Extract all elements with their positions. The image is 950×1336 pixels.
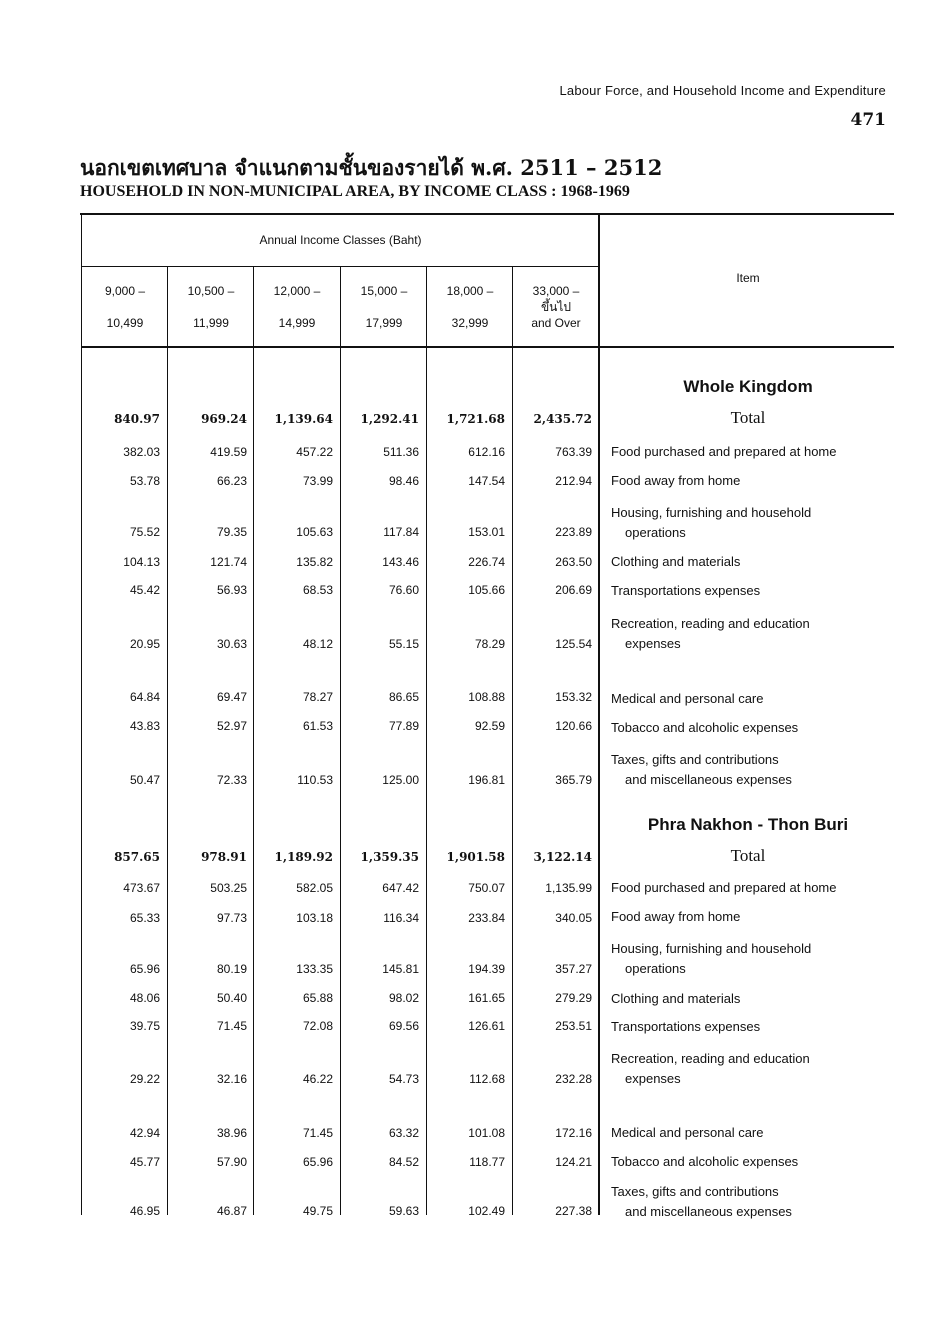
cell-value: 98.02 <box>388 991 419 1005</box>
item-label-line: Clothing and materials <box>611 991 741 1006</box>
item-label <box>611 503 811 543</box>
income-class-column-header <box>341 283 427 331</box>
cell-value: 153.01 <box>468 525 505 539</box>
total-label: Total <box>730 408 766 427</box>
total-value: 857.65 <box>114 850 160 864</box>
cell-value: 112.68 <box>469 1072 505 1086</box>
total-value: 3,122.14 <box>533 850 592 864</box>
income-class-thai <box>168 299 254 315</box>
item-label-line: operations <box>625 525 686 540</box>
cell-value: 194.39 <box>468 962 505 976</box>
cell-value: 79.35 <box>216 525 247 539</box>
cell-value: 65.88 <box>302 991 333 1005</box>
total-value: 840.97 <box>114 412 160 426</box>
cell-value: 382.03 <box>123 445 160 459</box>
column-rule <box>426 267 427 1215</box>
cell-value: 80.19 <box>216 962 247 976</box>
page-number: 471 <box>850 110 886 130</box>
income-class-to: 10,499 <box>106 316 144 330</box>
cell-value: 43.83 <box>129 719 160 733</box>
cell-value: 419.59 <box>210 445 247 459</box>
cell-value: 105.63 <box>296 525 333 539</box>
item-label <box>611 718 798 738</box>
cell-value: 279.29 <box>555 991 592 1005</box>
cell-value: 102.49 <box>468 1204 505 1218</box>
cell-value: 1,135.99 <box>545 881 592 895</box>
cell-value: 54.73 <box>388 1072 419 1086</box>
income-class-column-header <box>427 283 513 331</box>
cell-value: 108.88 <box>468 690 505 704</box>
cell-value: 73.99 <box>302 474 333 488</box>
income-class-thai <box>341 299 427 315</box>
income-class-column-header <box>168 283 254 331</box>
income-class-to: and Over <box>531 316 581 330</box>
cell-value: 59.63 <box>388 1204 419 1218</box>
cell-value: 612.16 <box>468 445 505 459</box>
cell-value: 120.66 <box>555 719 592 733</box>
cell-value: 29.22 <box>129 1072 160 1086</box>
cell-value: 101.08 <box>468 1126 505 1140</box>
cell-value: 233.84 <box>468 911 505 925</box>
item-label-line: Medical and personal care <box>611 1125 764 1140</box>
total-value: 978.91 <box>201 850 247 864</box>
cell-value: 212.94 <box>555 474 592 488</box>
cell-value: 46.22 <box>302 1072 333 1086</box>
total-value: 969.24 <box>201 412 247 426</box>
income-class-column-header <box>254 283 340 331</box>
item-label-line: and miscellaneous expenses <box>625 1204 792 1219</box>
cell-value: 66.23 <box>216 474 247 488</box>
cell-value: 57.90 <box>216 1155 247 1169</box>
item-label <box>611 907 740 927</box>
item-label-line: Clothing and materials <box>611 554 741 569</box>
item-label-line: expenses <box>625 1071 681 1086</box>
item-label <box>611 750 792 790</box>
cell-value: 103.18 <box>296 911 333 925</box>
total-value: 1,292.41 <box>360 412 419 426</box>
cell-value: 20.95 <box>129 637 160 651</box>
cell-value: 473.67 <box>123 881 160 895</box>
income-class-thai <box>427 299 513 315</box>
cell-value: 65.33 <box>129 911 160 925</box>
title-thai: นอกเขตเทศบาล จำแนกตามชั้นของรายได้ พ.ศ. 2511 – 2512 <box>80 155 663 180</box>
cell-value: 126.61 <box>468 1019 505 1033</box>
cell-value: 48.12 <box>302 637 333 651</box>
cell-value: 39.75 <box>129 1019 160 1033</box>
item-column-rule <box>598 215 600 1215</box>
item-label-line: and miscellaneous expenses <box>625 772 792 787</box>
cell-value: 206.69 <box>555 583 592 597</box>
cell-value: 61.53 <box>302 719 333 733</box>
cell-value: 71.45 <box>302 1126 333 1140</box>
item-label-line: Taxes, gifts and contributions <box>611 1184 779 1199</box>
cell-value: 72.33 <box>216 773 247 787</box>
cell-value: 65.96 <box>129 962 160 976</box>
column-rule <box>253 267 254 1215</box>
item-label-line: Transportations expenses <box>611 583 761 598</box>
total-value: 2,435.72 <box>533 412 592 426</box>
section-title: Whole Kingdom <box>683 377 813 396</box>
total-value: 1,721.68 <box>446 412 505 426</box>
cell-value: 38.96 <box>216 1126 247 1140</box>
total-label: Total <box>730 846 766 865</box>
cell-value: 118.77 <box>469 1155 505 1169</box>
income-class-to: 32,999 <box>451 316 489 330</box>
cell-value: 55.15 <box>388 637 419 651</box>
cell-value: 76.60 <box>388 583 419 597</box>
item-label-line: Housing, furnishing and household <box>611 941 812 956</box>
item-label-line: Recreation, reading and education <box>611 1051 810 1066</box>
cell-value: 42.94 <box>129 1126 160 1140</box>
header-bottom-rule <box>82 346 894 348</box>
income-class-from: 10,500 – <box>187 284 235 298</box>
cell-value: 133.35 <box>296 962 333 976</box>
item-label-line: Food away from home <box>611 473 741 488</box>
cell-value: 77.89 <box>388 719 419 733</box>
income-class-thai: ขึ้นไป <box>540 300 572 314</box>
item-label <box>611 552 740 572</box>
cell-value: 86.65 <box>388 690 419 704</box>
top-rule <box>80 213 894 215</box>
item-label <box>611 689 763 709</box>
cell-value: 72.08 <box>302 1019 333 1033</box>
cell-value: 223.89 <box>555 525 592 539</box>
cell-value: 232.28 <box>555 1072 592 1086</box>
cell-value: 263.50 <box>555 555 592 569</box>
cell-value: 50.40 <box>216 991 247 1005</box>
cell-value: 135.82 <box>296 555 333 569</box>
item-label <box>611 878 837 898</box>
cell-value: 647.42 <box>382 881 419 895</box>
income-class-from: 18,000 – <box>446 284 494 298</box>
cell-value: 78.27 <box>302 690 333 704</box>
cell-value: 145.81 <box>382 962 419 976</box>
cell-value: 227.38 <box>555 1204 592 1218</box>
total-value: 1,189.92 <box>274 850 333 864</box>
cell-value: 116.34 <box>383 911 419 925</box>
column-rule <box>340 267 341 1215</box>
cell-value: 63.32 <box>388 1126 419 1140</box>
cell-value: 511.36 <box>383 445 419 459</box>
item-label-line: expenses <box>625 636 681 651</box>
item-label <box>611 1182 792 1222</box>
running-head: Labour Force, and Household Income and Expenditure <box>559 83 886 98</box>
cell-value: 68.53 <box>302 583 333 597</box>
cell-value: 49.75 <box>302 1204 333 1218</box>
cell-value: 50.47 <box>129 773 160 787</box>
cell-value: 125.00 <box>382 773 419 787</box>
cell-value: 582.05 <box>296 881 333 895</box>
cell-value: 69.47 <box>216 690 247 704</box>
item-label <box>611 581 760 601</box>
cell-value: 340.05 <box>555 911 592 925</box>
cell-value: 105.66 <box>468 583 505 597</box>
income-class-column-header <box>513 283 599 331</box>
cell-value: 69.56 <box>388 1019 419 1033</box>
total-value: 1,901.58 <box>446 850 505 864</box>
income-class-from: 15,000 – <box>360 284 408 298</box>
cell-value: 196.81 <box>468 773 505 787</box>
item-header: Item <box>736 271 760 285</box>
cell-value: 110.53 <box>297 773 333 787</box>
income-class-column-header <box>82 283 168 331</box>
cell-value: 457.22 <box>296 445 333 459</box>
income-class-thai <box>254 299 340 315</box>
income-class-to: 17,999 <box>365 316 403 330</box>
cell-value: 98.46 <box>388 474 419 488</box>
cell-value: 30.63 <box>216 637 247 651</box>
income-classes-header: Annual Income Classes (Baht) <box>259 233 422 247</box>
item-label-line: Transportations expenses <box>611 1019 761 1034</box>
item-label-line: Tobacco and alcoholic expenses <box>611 720 799 735</box>
cell-value: 750.07 <box>468 881 505 895</box>
cell-value: 64.84 <box>129 690 160 704</box>
cell-value: 84.52 <box>388 1155 419 1169</box>
cell-value: 32.16 <box>216 1072 247 1086</box>
cell-value: 143.46 <box>382 555 419 569</box>
cell-value: 124.21 <box>555 1155 592 1169</box>
column-rule <box>167 267 168 1215</box>
column-rule <box>512 267 513 1215</box>
cell-value: 46.95 <box>129 1204 160 1218</box>
income-class-to: 11,999 <box>193 316 229 330</box>
cell-value: 125.54 <box>555 637 592 651</box>
cell-value: 45.42 <box>129 583 160 597</box>
cell-value: 56.93 <box>216 583 247 597</box>
income-class-thai <box>82 299 168 315</box>
cell-value: 65.96 <box>302 1155 333 1169</box>
total-value: 1,359.35 <box>360 850 419 864</box>
cell-value: 104.13 <box>123 555 160 569</box>
item-label <box>611 989 740 1009</box>
income-class-from: 9,000 – <box>104 284 146 298</box>
item-label-line: Food away from home <box>611 909 741 924</box>
cell-value: 172.16 <box>555 1126 592 1140</box>
item-label-line: Food purchased and prepared at home <box>611 880 837 895</box>
item-label-line: Recreation, reading and education <box>611 616 810 631</box>
item-label-line: Food purchased and prepared at home <box>611 444 837 459</box>
cell-value: 53.78 <box>129 474 160 488</box>
item-label <box>611 614 810 654</box>
cell-value: 763.39 <box>555 445 592 459</box>
cell-value: 147.54 <box>468 474 505 488</box>
cell-value: 75.52 <box>129 525 160 539</box>
cell-value: 78.29 <box>474 637 505 651</box>
item-label <box>611 1152 798 1172</box>
item-label-line: operations <box>625 961 686 976</box>
item-label <box>611 1123 763 1143</box>
cell-value: 52.97 <box>216 719 247 733</box>
income-class-from: 12,000 – <box>273 284 321 298</box>
title-english: HOUSEHOLD IN NON-MUNICIPAL AREA, BY INCOME CLASS : 1968-1969 <box>80 183 630 200</box>
section-title: Phra Nakhon - Thon Buri <box>647 815 849 834</box>
cell-value: 503.25 <box>210 881 247 895</box>
cell-value: 97.73 <box>216 911 247 925</box>
cell-value: 161.65 <box>468 991 505 1005</box>
item-label-line: Taxes, gifts and contributions <box>611 752 779 767</box>
cell-value: 153.32 <box>555 690 592 704</box>
cell-value: 92.59 <box>474 719 505 733</box>
item-label-line: Medical and personal care <box>611 691 764 706</box>
left-rule <box>81 215 82 1215</box>
cell-value: 253.51 <box>555 1019 592 1033</box>
item-label <box>611 1017 760 1037</box>
item-label-line: Tobacco and alcoholic expenses <box>611 1154 799 1169</box>
income-class-to: 14,999 <box>278 316 316 330</box>
item-label <box>611 1049 810 1089</box>
cell-value: 46.87 <box>216 1204 247 1218</box>
item-label <box>611 939 811 979</box>
cell-value: 117.84 <box>383 525 419 539</box>
income-class-from: 33,000 – <box>532 284 580 298</box>
item-label <box>611 471 740 491</box>
cell-value: 365.79 <box>555 773 592 787</box>
total-value: 1,139.64 <box>274 412 333 426</box>
cell-value: 226.74 <box>468 555 505 569</box>
item-label-line: Housing, furnishing and household <box>611 505 812 520</box>
cell-value: 121.74 <box>210 555 247 569</box>
cell-value: 45.77 <box>129 1155 160 1169</box>
cell-value: 48.06 <box>129 991 160 1005</box>
cell-value: 71.45 <box>216 1019 247 1033</box>
cell-value: 357.27 <box>555 962 592 976</box>
item-label <box>611 442 837 462</box>
